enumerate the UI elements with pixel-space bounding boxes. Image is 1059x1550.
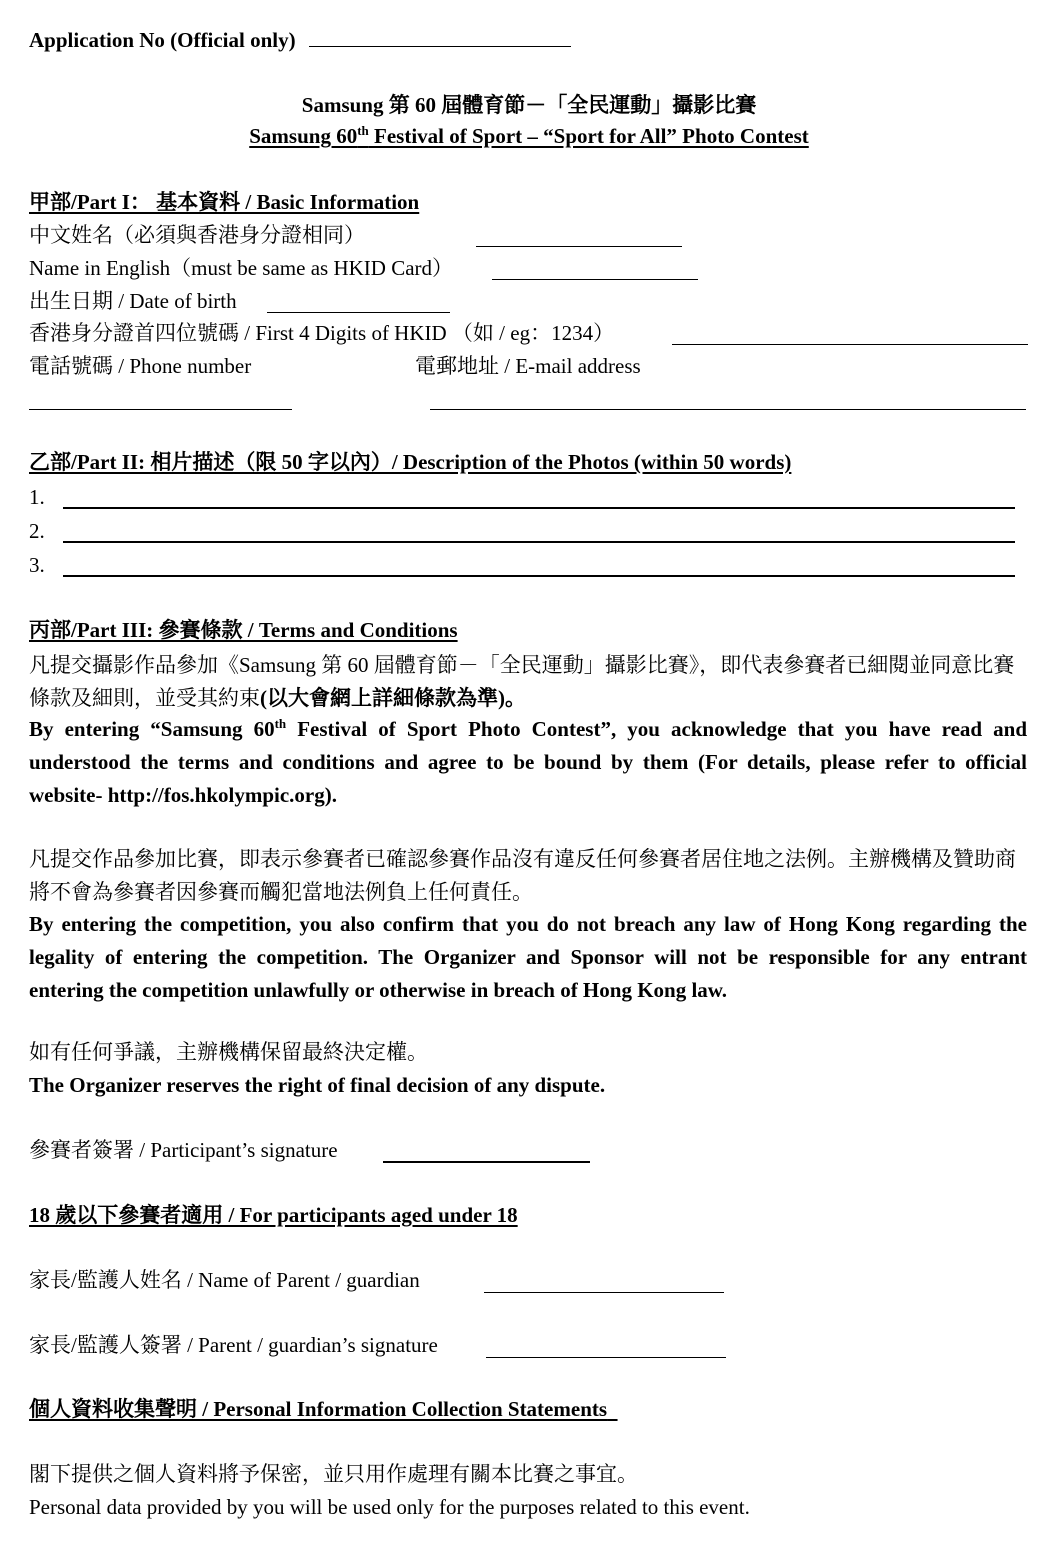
part2-heading: 乙部/Part II: 相片描述（限 50 字以內）/ Description of the Photos (within 50 words)	[29, 450, 792, 474]
application-no-field[interactable]	[309, 45, 571, 47]
phone-label: 電話號碼 / Phone number	[29, 354, 252, 378]
dob-label: 出生日期 / Date of birth	[29, 289, 237, 313]
privacy-heading: 個人資料收集聲明 / Personal Information Collection Statements	[29, 1397, 608, 1421]
parent-signature-field[interactable]	[486, 1357, 726, 1358]
chinese-name-label: 中文姓名（必須與香港身分證相同）	[29, 223, 365, 247]
part3-heading: 丙部/Part III: 參賽條款 / Terms and Conditions	[29, 618, 458, 642]
hkid-field[interactable]	[672, 344, 1028, 345]
title-en	[29, 124, 1029, 149]
hkid-row	[29, 321, 614, 346]
english-name-field[interactable]	[492, 279, 698, 280]
terms-paragraph-2-en: By entering the competition, you also confirm that you do not breach any law of Hong Kong regarding the legality of entering the competition. The Organizer and Sponsor will not be responsible for any entrant entering the competition unlawfully or otherwise in breach of Hong Kong law.	[29, 912, 1027, 1002]
participant-signature-field[interactable]	[383, 1161, 590, 1163]
parent-name-label: 家長/監護人姓名 / Name of Parent / guardian	[29, 1268, 420, 1292]
privacy-text-en: Personal data provided by you will be used only for the purposes related to this event.	[29, 1495, 750, 1519]
part1-heading: 甲部/Part I： 基本資料 / Basic Information	[29, 190, 420, 214]
terms-paragraph-3-zh: 如有任何爭議，主辦機構保留最終決定權。	[29, 1040, 428, 1064]
description-line-3[interactable]	[63, 575, 1015, 577]
description-line-2[interactable]	[63, 541, 1015, 543]
terms-paragraph-2-zh: 凡提交作品參加比賽，即表示參賽者已確認參賽作品沒有違反任何參賽者居住地之法例。主辦機構及贊助商將不會為參賽者因參賽而觸犯當地法例負上任何責任。	[29, 847, 1016, 904]
english-name-label: Name in English（must be same as HKID Card）	[29, 256, 454, 280]
under18-heading: 18 歲以下參賽者適用 / For participants aged under 18	[29, 1203, 518, 1227]
application-no-row	[29, 28, 571, 53]
terms-paragraph-1-en: By entering “Samsung 60th Festival of Sport Photo Contest”, you acknowledge that you have read and understood the terms and conditions and agree to be bound by them (For details, please refer to official website- http://fos.hkolympic.org).	[29, 716, 1028, 807]
hkid-label: 香港身分證首四位號碼 / First 4 Digits of HKID （如 / eg：1234）	[29, 321, 615, 345]
email-field[interactable]	[430, 409, 1026, 410]
description-item-1-number: 1.	[29, 485, 45, 509]
english-name-row	[29, 256, 453, 281]
email-label: 電郵地址 / E-mail address	[415, 354, 641, 378]
description-line-1[interactable]	[63, 507, 1015, 509]
dob-row	[29, 289, 237, 314]
terms-paragraph-3-en: The Organizer reserves the right of final decision of any dispute.	[29, 1073, 606, 1097]
description-item-3-number: 3.	[29, 553, 45, 577]
privacy-text-zh: 閣下提供之個人資料將予保密，並只用作處理有關本比賽之事宜。	[29, 1462, 638, 1486]
title-zh: Samsung 第 60 屆體育節－「全民運動」攝影比賽	[301, 93, 757, 117]
form-page	[29, 0, 1029, 1550]
chinese-name-field[interactable]	[476, 246, 682, 247]
title-en-text: Samsung 60th Festival of Sport – “Sport for All” Photo Contest	[249, 123, 809, 148]
description-item-2-number: 2.	[29, 519, 45, 543]
terms-paragraph-1-zh: 凡提交攝影作品參加《Samsung 第 60 屆體育節－「全民運動」攝影比賽》，即代表參賽者已細閱並同意比賽條款及細則，並受其約束(以大會網上詳細條款為準)。	[29, 653, 1015, 710]
application-no-label: Application No (Official only)	[29, 28, 296, 52]
parent-signature-label: 家長/監護人簽署 / Parent / guardian’s signature	[29, 1333, 438, 1357]
parent-name-field[interactable]	[484, 1292, 724, 1293]
dob-field[interactable]	[267, 312, 450, 313]
participant-signature-label: 參賽者簽署 / Participant’s signature	[29, 1138, 338, 1162]
chinese-name-row	[29, 223, 365, 248]
phone-field[interactable]	[29, 409, 292, 410]
